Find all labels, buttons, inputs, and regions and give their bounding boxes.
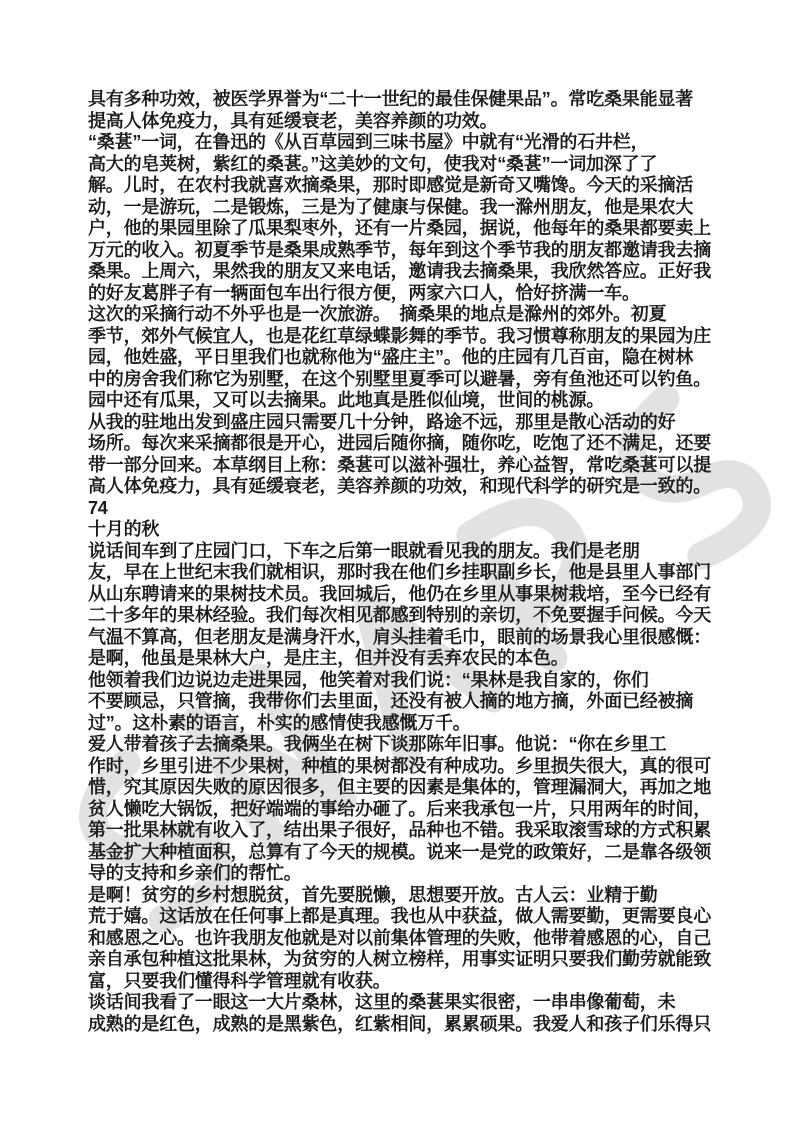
text-line: 亲自承包种植这批果林，为贫穷的人树立榜样，用事实证明只要我们勤劳就能致: [88, 949, 711, 969]
text-line: 具有多种功效，被医学界誉为“二十一世纪的最佳保健果品”。常吃桑果能显著: [88, 89, 693, 109]
text-line: 解。儿时，在农村我就喜欢摘桑果，那时即感觉是新奇又嘴馋。今天的采摘活: [88, 175, 694, 195]
text-line: 桑果。上周六，果然我的朋友又来电话，邀请我去摘桑果，我欣然答应。正好我: [88, 261, 711, 281]
text-line: 季节，郊外气候宜人，也是花红草绿蝶影舞的季节。我习惯尊称朋友的果园为庄: [88, 325, 711, 346]
text-line: 和感恩之心。也许我朋友他就是对以前集体管理的失败，他带着感恩的心，自己: [88, 927, 711, 948]
text-line: 惜，究其原因失败的原因很多，但主要的因素是集体的，管理漏洞大，再加之地: [88, 777, 711, 797]
text-line: 不要顾忌，只管摘，我带你们去里面，还没有被人摘的地方摘，外面已经被摘: [88, 691, 694, 711]
text-line: 过”。这朴素的语言，朴实的感情使我感慨万千。: [88, 712, 471, 733]
text-line: 气温不算高，但老朋友是满身汗水，肩头挂着毛巾，眼前的场景我心里很感慨：: [88, 626, 711, 647]
text-line: 友，早在上世纪末我们就相识，那时我在他们乡挂职副乡长，他是县里人事部门: [88, 562, 711, 582]
text-line: 基金扩大种植面积，总算有了今天的规模。说来一是党的政策好，二是靠各级领: [88, 841, 711, 862]
text-line: 爱人带着孩子去摘桑果。我俩坐在树下谈那陈年旧事。他说：“你在乡里工: [88, 734, 667, 754]
text-line: 动，一是游玩，二是锻炼，三是为了健康与保健。我一滁州朋友，他是果农大: [88, 196, 694, 217]
text-line: 第一批果林就有收入了，结出果子很好，品种也不错。我采取滚雪球的方式积累: [88, 820, 711, 840]
text-line: 谈话间我看了一眼这一大片桑林，这里的桑葚果实很密，一串串像葡萄，未: [88, 992, 676, 1012]
text-line: 是啊！贫穷的乡村想脱贫，首先要脱懒，思想要开放。古人云：业精于勤: [88, 884, 658, 905]
text-line: 园中还有瓜果，又可以去摘果。此地真是胜似仙境，世间的桃源。: [88, 390, 605, 410]
text-line: 他领着我们边说边走进果园，他笑着对我们说：“果林是我自家的，你们: [88, 669, 649, 690]
text-line: 万元的收入。初夏季节是桑果成熟季节，每年到这个季节我的朋友都邀请我去摘: [88, 239, 711, 260]
text-line: 荒于嬉。这话放在任何事上都是真理。我也从中获益，做人需要勤，更需要良心: [88, 906, 711, 926]
text-line: 说话间车到了庄园门口，下车之后第一眼就看见我的朋友。我们是老朋: [88, 540, 640, 561]
text-line: 户，他的果园里除了瓜果梨枣外，还有一片桑园，据说，他每年的桑果都要卖上: [88, 218, 711, 238]
text-line: 从我的驻地出发到盛庄园只需要几十分钟，路途不远，那里是散心活动的好: [88, 411, 676, 432]
text-line: 提高人体免疫力，具有延缓衰老，美容养颜的功效。: [88, 110, 498, 131]
text-line: 二十多年的果林经验。我们每次相见都感到特别的亲切，不免要握手问候。今天: [88, 605, 711, 625]
text-line: 这次的采摘行动不外乎也是一次旅游。 摘桑果的地点是滁州的郊外。初夏: [88, 304, 667, 324]
text-line: “桑葚”一词，在鲁迅的《从百草园到三味书屋》中就有“光滑的石井栏，: [88, 132, 649, 152]
text-line: 贫人懒吃大锅饭，把好端端的事给办砸了。后来我承包一片，只用两年的时间，: [88, 798, 711, 819]
text-line: 中的房舍我们称它为别墅，在这个别墅里夏季可以避暑，旁有鱼池还可以钓鱼。: [88, 368, 711, 389]
text-line: 作时，乡里引进不少果树，种植的果树都没有种成功。乡里损失很大，真的很可: [88, 755, 711, 776]
text-line: 园，他姓盛，平日里我们也就称他为“盛庄主”。他的庄园有几百亩，隐在树林: [88, 347, 693, 367]
text-line: 从山东聘请来的果树技术员。我回城后，他仍在乡里从事果树栽培，至今已经有: [88, 583, 711, 604]
text-line: 的好友葛胖子有一辆面包车出行很方便，两家六口人，恰好挤满一车。: [88, 282, 640, 303]
text-line: 场所。每次来采摘都很是开心，进园后随你摘，随你吃，吃饱了还不满足，还要: [88, 433, 711, 453]
page-number: 74: [88, 497, 108, 518]
text-line: 带一部分回来。本草纲目上称：桑葚可以滋补强壮，养心益智，常吃桑葚可以提: [88, 454, 711, 475]
text-line: 导的支持和乡亲们的帮忙。: [88, 863, 302, 883]
section-title: 十月的秋: [88, 519, 160, 539]
text-line: 高大的皂荚树，紫红的桑葚。”这美妙的文句，使我对“桑葚”一词加深了了: [88, 153, 658, 174]
text-line: 是啊，他虽是果林大户，是庄主，但并没有丢弃农民的本色。: [88, 648, 569, 668]
text-line: 富，只要我们懂得科学管理就有收获。: [88, 970, 391, 991]
text-line: 成熟的是红色，成熟的是黑紫色，红紫相间，累累硕果。我爱人和孩子们乐得只: [88, 1013, 711, 1034]
text-line: 高人体免疫力，具有延缓衰老，美容养颜的功效，和现代科学的研究是一致的。: [88, 476, 711, 496]
document-text: [88, 89, 736, 1035]
